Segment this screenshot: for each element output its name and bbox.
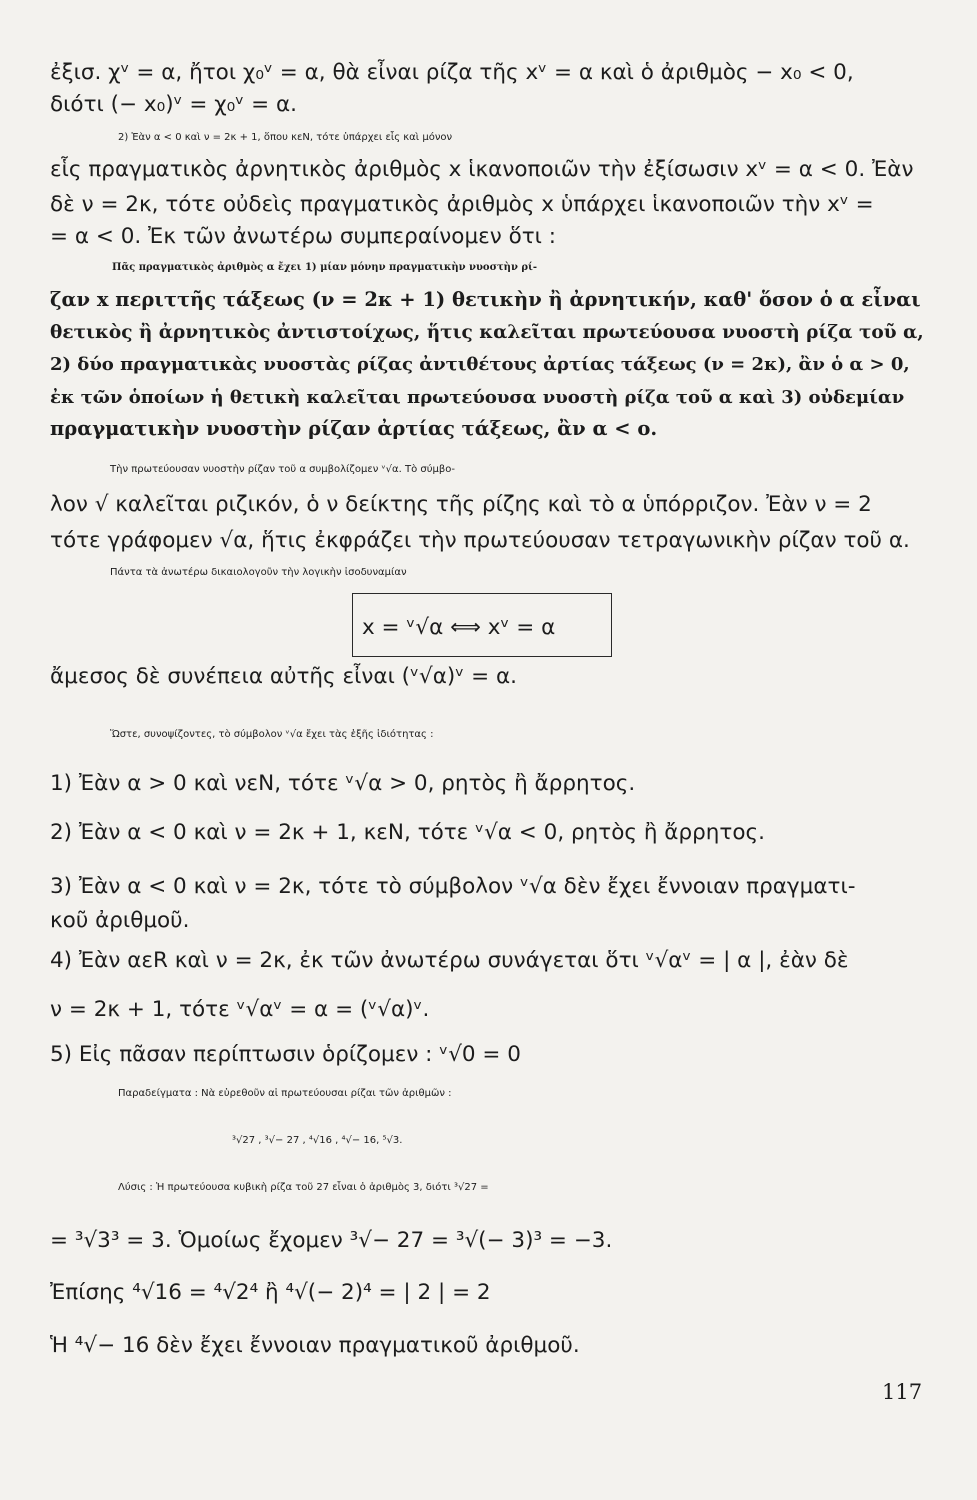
solution-line-4: Ἡ ⁴√− 16 δὲν ἔχει ἔννοιαν πραγματικοῦ ἀριθμοῦ. bbox=[50, 1333, 580, 1358]
property-2: 2) Ἐὰν α < 0 καὶ ν = 2κ + 1, κεN, τότε ᵛ√α < 0, ρητὸς ἢ ἄρρητος. bbox=[50, 820, 765, 845]
text-line-8: λον √ καλεῖται ριζικόν, ὁ ν δείκτης τῆς ρίζης καὶ τὸ α ὑπόρριζον. Ἐὰν ν = 2 bbox=[50, 492, 872, 517]
solution-line-3: Ἐπίσης ⁴√16 = ⁴√2⁴ ἢ ⁴√(− 2)⁴ = | 2 | = 2 bbox=[50, 1280, 491, 1305]
property-3: 3) Ἐὰν α < 0 καὶ ν = 2κ, τότε τὸ σύμβολον ᵛ√α δὲν ἔχει ἔννοιαν πραγματι- bbox=[50, 874, 856, 899]
definition-line-5: ἐκ τῶν ὁποίων ἡ θετικὴ καλεῖται πρωτεύουσα νυοστὴ ρίζα τοῦ α καὶ 3) οὐδεμίαν bbox=[50, 387, 905, 408]
solution-line-1: Λύσις : Ἡ πρωτεύουσα κυβικὴ ρίζα τοῦ 27 εἶναι ὁ ἀριθμὸς 3, διότι ³√27 = bbox=[118, 1182, 489, 1193]
text-line-12: Ὥστε, συνοψίζοντες, τὸ σύμβολον ᵛ√α ἔχει τὰς ἑξῆς ἰδιότητας : bbox=[110, 729, 434, 740]
text-line-5: δὲ ν = 2κ, τότε οὐδεὶς πραγματικὸς ἀριθμὸς x ὑπάρχει ἱκανοποιῶν τὴν xᵛ = bbox=[50, 192, 874, 217]
definition-line-6: πραγματικὴν νυοστὴν ρίζαν ἀρτίας τάξεως, ἂν α < ο. bbox=[50, 417, 658, 440]
equivalence-formula: x = ᵛ√α ⟺ xᵛ = α bbox=[362, 615, 556, 640]
text-line-10: Πάντα τὰ ἀνωτέρω δικαιολογοῦν τὴν λογικὴν ἰσοδυναμίαν bbox=[110, 567, 407, 578]
property-4-cont: ν = 2κ + 1, τότε ᵛ√αᵛ = α = (ᵛ√α)ᵛ. bbox=[50, 997, 430, 1022]
text-line-9: τότε γράφομεν √α, ἥτις ἐκφράζει τὴν πρωτεύουσαν τετραγωνικὴν ρίζαν τοῦ α. bbox=[50, 528, 910, 553]
definition-line-2: ζαν x περιττῆς τάξεως (ν = 2κ + 1) θετικὴν ἢ ἀρνητικήν, καθ' ὅσον ὁ α εἶναι bbox=[50, 288, 921, 311]
property-4: 4) Ἐὰν αεR καὶ ν = 2κ, ἐκ τῶν ἀνωτέρω συνάγεται ὅτι ᵛ√αᵛ = | α |, ἐὰν δὲ bbox=[50, 948, 849, 973]
definition-line-1: Πᾶς πραγματικὸς ἀριθμὸς α ἔχει 1) μίαν μόνην πραγματικὴν νυοστὴν ρί- bbox=[112, 262, 538, 273]
definition-line-4: 2) δύο πραγματικὰς νυοστὰς ρίζας ἀντιθέτους ἀρτίας τάξεως (ν = 2κ), ἂν ὁ α > 0, bbox=[50, 354, 910, 375]
property-3-cont: κοῦ ἀριθμοῦ. bbox=[50, 908, 190, 933]
page-number: 117 bbox=[882, 1380, 923, 1404]
property-5: 5) Εἰς πᾶσαν περίπτωσιν ὁρίζομεν : ᵛ√0 = 0 bbox=[50, 1042, 521, 1067]
text-line-3: 2) Ἐὰν α < 0 καὶ ν = 2κ + 1, ὅπου κεN, τότε ὑπάρχει εἷς καὶ μόνον bbox=[118, 132, 453, 143]
definition-line-3: θετικὸς ἢ ἀρνητικὸς ἀντιστοίχως, ἥτις καλεῖται πρωτεύουσα νυοστὴ ρίζα τοῦ α, bbox=[50, 322, 924, 343]
text-line-4: εἷς πραγματικὸς ἀρνητικὸς ἀριθμὸς x ἱκανοποιῶν τὴν ἐξίσωσιν xᵛ = α < 0. Ἐὰν bbox=[50, 157, 914, 182]
text-line-7: Τὴν πρωτεύουσαν νυοστὴν ρίζαν τοῦ α συμβολίζομεν ᵛ√α. Τὸ σύμβο- bbox=[110, 464, 455, 475]
solution-line-2: = ³√3³ = 3. Ὁμοίως ἔχομεν ³√− 27 = ³√(− 3)³ = −3. bbox=[50, 1228, 613, 1253]
examples-roots: ³√27 , ³√− 27 , ⁴√16 , ⁴√− 16, ⁵√3. bbox=[232, 1135, 403, 1146]
examples-line: Παραδείγματα : Νὰ εὑρεθοῦν αἱ πρωτεύουσαι ρίζαι τῶν ἀριθμῶν : bbox=[118, 1088, 452, 1099]
text-line-1: ἐξισ. χᵛ = α, ἤτοι χ₀ᵛ = α, θὰ εἶναι ρίζα τῆς xᵛ = α καὶ ὁ ἀριθμὸς − x₀ < 0, bbox=[50, 60, 854, 85]
text-line-11: ἄμεσος δὲ συνέπεια αὐτῆς εἶναι (ᵛ√α)ᵛ = α. bbox=[50, 664, 517, 689]
text-line-2: διότι (− x₀)ᵛ = χ₀ᵛ = α. bbox=[50, 92, 297, 117]
property-1: 1) Ἐὰν α > 0 καὶ νεN, τότε ᵛ√α > 0, ρητὸς ἢ ἄρρητος. bbox=[50, 771, 636, 796]
text-line-6: = α < 0. Ἐκ τῶν ἀνωτέρω συμπεραίνομεν ὅτι : bbox=[50, 224, 557, 249]
